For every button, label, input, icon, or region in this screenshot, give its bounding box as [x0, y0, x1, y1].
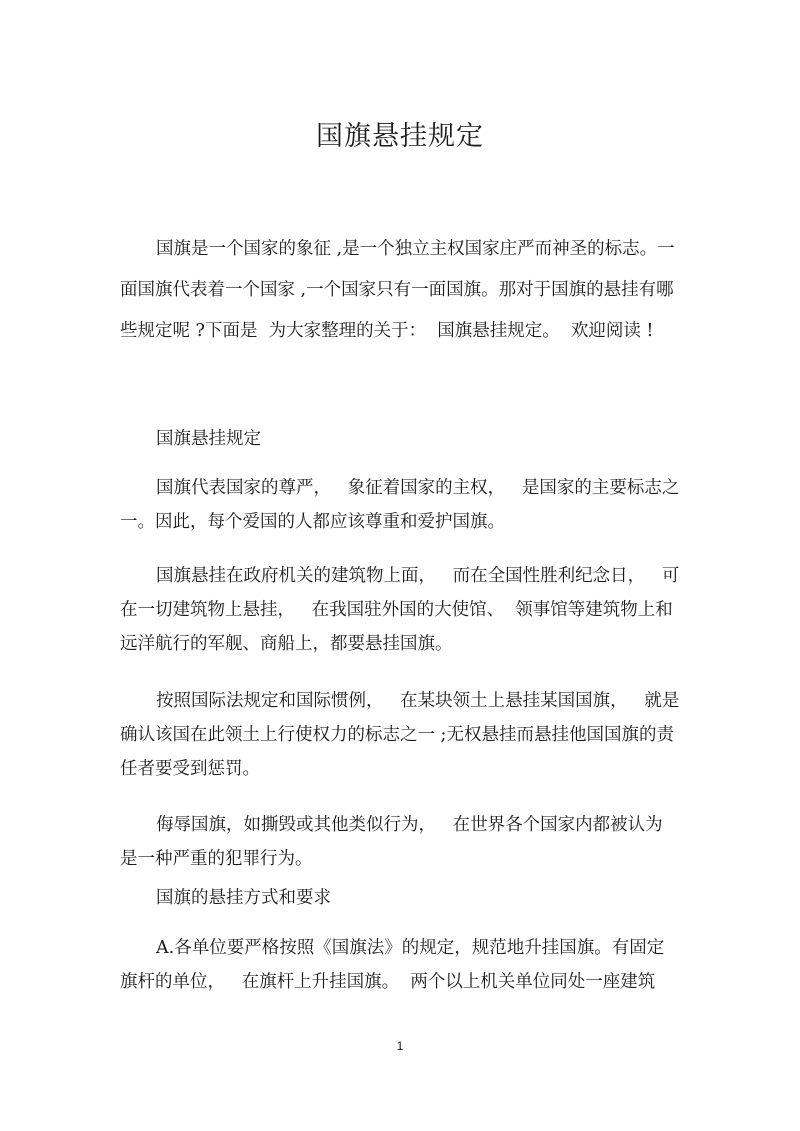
paragraph-flag-insult: 侮辱国旗，如撕毁或其他类似行为， 在世界各个国家内都被认为是一种严重的犯罪行为。 [120, 815, 663, 869]
paragraph-flag-dignity: 国旗代表国家的尊严， 象征着国家的主权， 是国家的主要标志之一。因此，每个爱国的人都应该尊重和爱护国旗。 [120, 478, 680, 532]
paragraph-flag-placement: 国旗悬挂在政府机关的建筑物上面， 而在全国性胜利纪念日， 可在一切建筑物上悬挂， 在我国驻外国的大使馆、 领事馆等建筑物上和远洋航行的军舰、商船上，都要悬挂国旗。 [120, 566, 680, 654]
paragraph-method-a: A.各单位要严格按照《国旗法》的规定，规范地升挂国旗。有固定旗杆的单位， 在旗杆上升挂国旗。 两个以上机关单位同处一座建筑 [120, 938, 665, 992]
paragraph-international-law: 按照国际法规定和国际惯例， 在某块领土上悬挂某国国旗， 就是确认该国在此领土上行使权力的标志之一 ;无权悬挂而悬挂他国国旗的责任者要受到惩罚。 [120, 691, 680, 779]
intro-paragraph: 国旗是一个国家的象征 ,是一个独立主权国家庄严而神圣的标志。一面国旗代表着一个国家 ,一个国家只有一面国旗。那对于国旗的悬挂有哪些规定呢 ?下面是 为大家整理的关于： 国旗悬挂规定。 欢迎阅读 ! [120, 239, 675, 341]
section-heading-methods: 国旗的悬挂方式和要求 [156, 888, 331, 908]
page-title: 国旗悬挂规定 [316, 121, 484, 152]
section-heading-regulations: 国旗悬挂规定 [156, 429, 261, 449]
page-number: 1 [396, 1039, 404, 1053]
